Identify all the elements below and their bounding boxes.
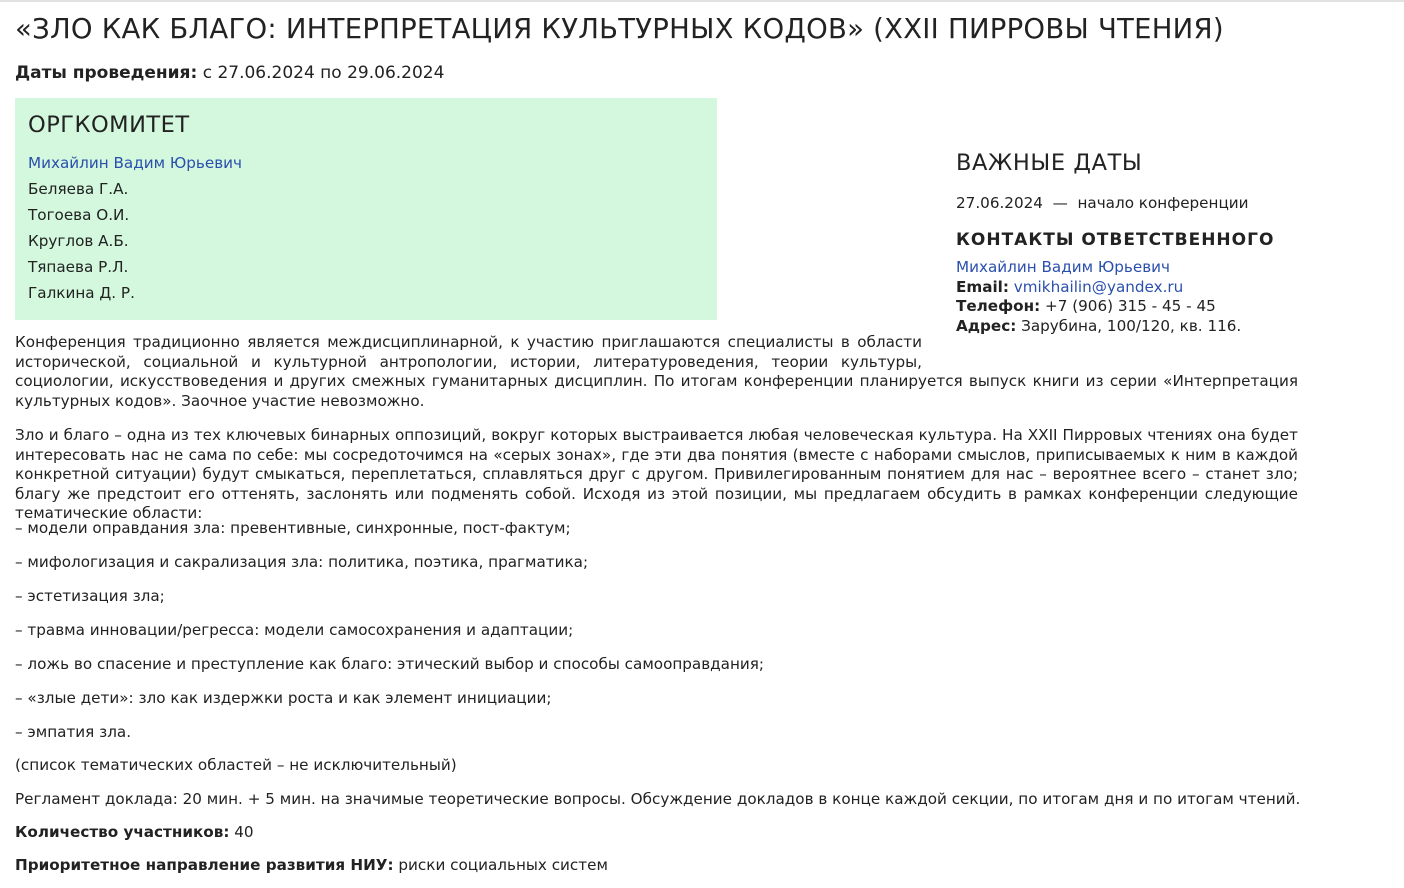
page-title: «ЗЛО КАК БЛАГО: ИНТЕРПРЕТАЦИЯ КУЛЬТУРНЫХ КОДОВ» (XXII ПИРРОВЫ ЧТЕНИЯ) [15,13,1224,45]
sidebar-float-spacer [922,333,1298,372]
conference-dates [15,63,444,83]
topic-item: – эстетизация зла; [15,587,165,605]
orgcommittee-list [28,153,242,309]
priority-direction [15,856,608,874]
important-date-value: 27.06.2024 [956,194,1043,212]
contact-email-row [956,278,1241,298]
important-dates-title: ВАЖНЫЕ ДАТЫ [956,150,1143,176]
contact-email-link[interactable]: vmikhailin@yandex.ru [1013,277,1184,296]
orgcommittee-member: Тяпаева Р.Л. [28,258,129,276]
top-border [0,0,1404,2]
contact-name-row [956,258,1241,278]
participants-label: Количество участников: [15,823,230,841]
contact-name-link[interactable]: Михайлин Вадим Юрьевич [956,258,1170,276]
description-paragraph: Зло и благо – одна из тех ключевых бинарных оппозиций, вокруг которых выстраивается любая человеческая культура. На XXII Пирровых чтениях она будет интересовать нас не сама по себе: мы сосредоточимся на «серых зонах», где эти два понятия (вместе с наборами смыслов, приписываемых к ним в каждой конкретной ситуации) будут смыкаться, переплетаться, сплавляться друг с другом. Привилегированным понятием для нас – вероятнее всего – станет зло; благу же предстоит его оттенять, заслонять или подменять собой. Исходя из этой позиции, мы предлагаем обсудить в рамках конференции следующие тематические области: [15,426,1298,522]
important-date-row [956,194,1249,212]
topic-item: – травма инновации/регресса: модели самосохранения и адаптации; [15,621,574,639]
contact-address-value: Зарубина, 100/120, кв. 116. [1021,316,1242,335]
topic-item: – «злые дети»: зло как издержки роста и как элемент инициации; [15,689,552,707]
orgcommittee-member: Круглов А.Б. [28,232,129,250]
important-date-separator: — [1052,194,1068,212]
orgcommittee-member: Тогоева О.И. [28,206,130,224]
dates-value: с 27.06.2024 по 29.06.2024 [202,63,445,83]
regulations-text: Регламент доклада: 20 мин. + 5 мин. на значимые теоретические вопросы. Обсуждение докладов в конце каждой секции, по итогам дня и по итогам чтений. [15,790,1301,808]
orgcommittee-title: ОРГКОМИТЕТ [28,112,190,138]
topics-list [15,518,764,756]
intro-paragraph-text: Конференция традиционно является междисциплинарной, к участию приглашаются специалисты в области исторической, социальной и культурной антропологии, истории, литературоведения, теории культуры, социологии, искусствоведения и других смежных гуманитарных дисциплин. По итогам конференции планируется выпуск книги из серии «Интерпретация культурных кодов». Заочное участие невозможно. [15,333,1298,410]
orgcommittee-chair [28,153,242,179]
topic-item: – эмпатия зла. [15,723,132,741]
topic-item: – модели оправдания зла: превентивные, синхронные, пост-фактум; [15,519,571,537]
orgcommittee-member: Галкина Д. Р. [28,284,135,302]
topics-note: (список тематических областей – не исключительный) [15,756,457,774]
contacts-title: КОНТАКТЫ ОТВЕТСТВЕННОГО [956,230,1275,250]
dates-label: Даты проведения: [15,63,198,83]
contact-phone-label: Телефон: [956,297,1041,315]
contact-address-label: Адрес: [956,316,1017,335]
orgcommittee-box [15,98,717,320]
priority-value: риски социальных систем [398,856,608,874]
topic-item: – ложь во спасение и преступление как благо: этический выбор и способы самооправдания; [15,655,765,673]
orgcommittee-chair-link[interactable]: Михайлин Вадим Юрьевич [28,154,242,172]
contact-phone-row [956,297,1241,317]
participants-value: 40 [234,823,254,841]
orgcommittee-member: Беляева Г.А. [28,180,129,198]
topic-item: – мифологизация и сакрализация зла: политика, поэтика, прагматика; [15,553,589,571]
priority-label: Приоритетное направление развития НИУ: [15,856,394,874]
contact-phone-value: +7 (906) 315 - 45 - 45 [1044,297,1216,315]
contacts-block [956,258,1241,336]
important-date-event: начало конференции [1077,194,1249,212]
participants-count [15,823,254,841]
contact-email-label: Email: [956,277,1009,296]
intro-paragraph [15,333,1298,411]
